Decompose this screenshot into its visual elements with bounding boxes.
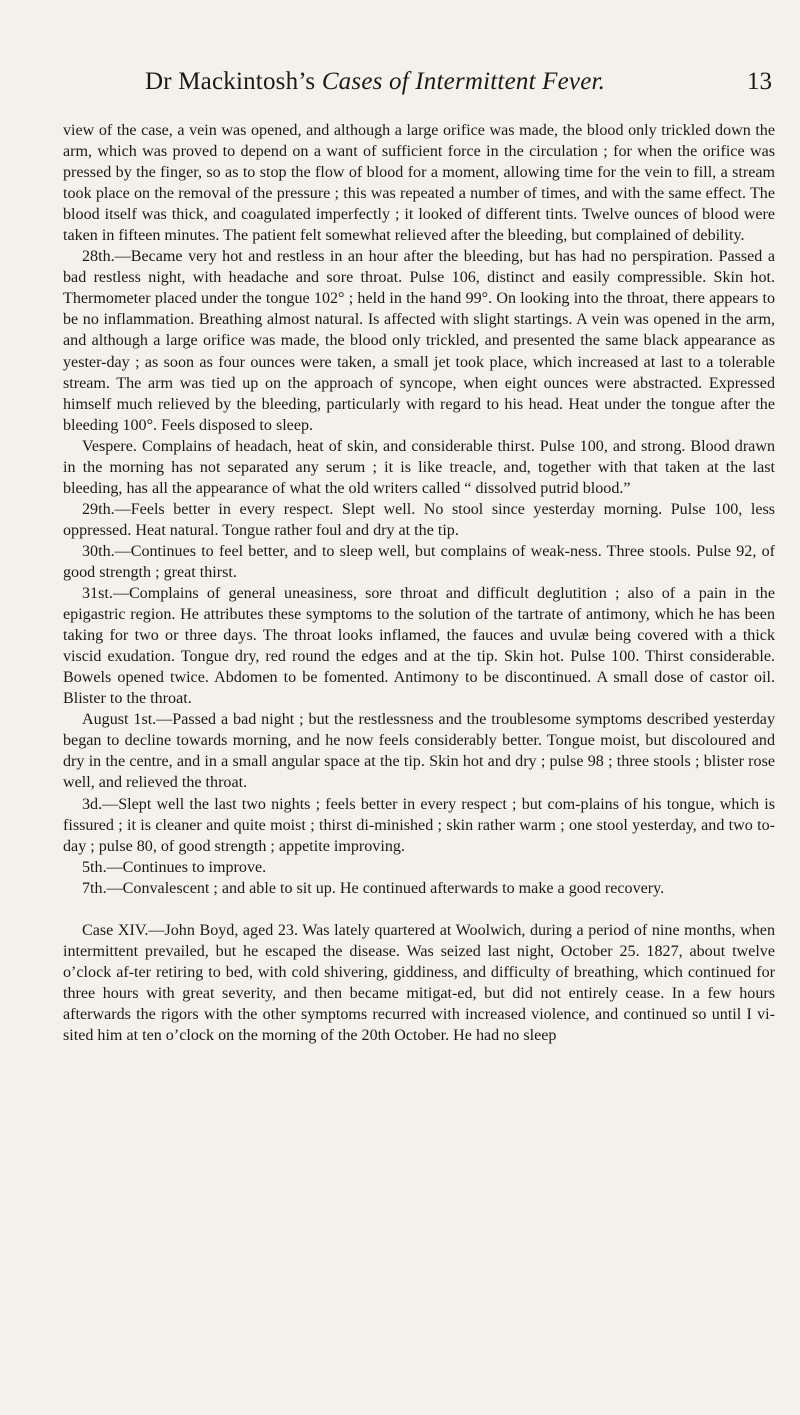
paragraph-august-1st: August 1st.—Passed a bad night ; but the restlessness and the troublesome symptoms described yesterday began to decline towards morning, and he now feels considerably better. Tongue moist, but discoloured and dry in the centre, and in a small angular space at the tip. Skin hot and dry ; pulse 98 ; three stools ; blister rose well, and relieved the throat. bbox=[63, 711, 775, 792]
paragraph-continuation: view of the case, a vein was opened, and although a large orifice was made, the blood only trickled down the arm, which was proved to depend on a want of sufficient force in the circulation ; for when the orifice was pressed by the finger, so as to stop the flow of blood for a moment, allowing time for the vein to fill, a stream took place on the removal of the pressure ; this was repeated a number of times, and with the same effect. The blood itself was thick, and coagulated imperfectly ; it looked of different tints. Twelve ounces of blood were taken in fifteen minutes. The patient felt somewhat relieved after the bleeding, but complained of debility. bbox=[63, 122, 775, 245]
paragraph-5th: 5th.—Continues to improve. bbox=[82, 858, 267, 876]
paragraph-3d: 3d.—Slept well the last two nights ; feels better in every respect ; but com-plains of his tongue, which is fissured ; it is cleaner and quite moist ; thirst di-minished ; skin rather warm ; one stool yesterday, and two to-day ; pulse 80, of good strength ; appetite improving. bbox=[63, 795, 775, 855]
page-header bbox=[0, 68, 800, 108]
paragraph-28th: 28th.—Became very hot and restless in an hour after the bleeding, but has had no perspiration. Passed a bad restless night, with headache and sore throat. Pulse 106, distinct and easily compressible. Skin hot. Thermometer placed under the tongue 102° ; held in the hand 99°. On looking into the throat, there appears to be no inflammation. Breathing almost natural. Is affected with slight startings. A vein was opened in the arm, and although a large orifice was made, the blood only trickled, and presented the same black appearance as yester-day ; as soon as four ounces were taken, a small jet took place, which increased at last to a tolerable stream. The arm was tied up on the approach of syncope, when eight ounces were abstracted. Expressed himself much relieved by the bleeding, particularly with regard to his head. Heat under the tongue after the bleeding 100°. Feels disposed to sleep. bbox=[63, 248, 775, 434]
paragraph-30th: 30th.—Continues to feel better, and to sleep well, but complains of weak-ness. Three stools. Pulse 92, of good strength ; great thirst. bbox=[63, 542, 775, 581]
paragraph-29th: 29th.—Feels better in every respect. Slept well. No stool since yesterday morning. Pulse 100, less oppressed. Heat natural. Tongue rather foul and dry at the tip. bbox=[63, 500, 775, 539]
running-title bbox=[145, 68, 605, 96]
paragraph-vespere: Vespere. Complains of headach, heat of skin, and considerable thirst. Pulse 100, and strong. Blood drawn in the morning has not separated any serum ; it is like treacle, and, together with that taken at the last bleeding, has all the appearance of what the old writers called “ dissolved putrid blood.” bbox=[63, 437, 775, 497]
running-title-work: Cases of Intermittent Fever. bbox=[321, 68, 606, 95]
paragraph-case-xiv: Case XIV.—John Boyd, aged 23. Was lately quartered at Woolwich, during a period of nine months, when intermittent prevailed, but he escaped the disease. Was seized last night, October 25. 1827, about twelve o’clock af-ter retiring to bed, with cold shivering, giddiness, and difficulty of breathing, which continued for three hours with great severity, and then became mitigat-ed, but did not entirely cease. In a few hours afterwards the rigors with the other symptoms recurred with increased violence, and continued so until I vi-sited him at ten o’clock on the morning of the 20th October. He had no sleep bbox=[63, 921, 775, 1044]
body-text bbox=[63, 120, 775, 1046]
paragraph-31st: 31st.—Complains of general uneasiness, sore throat and difficult deglutition ; also of a pain in the epigastric region. He attributes these symptoms to the solution of the tartrate of antimony, which he has been taking for two or three days. The throat looks inflamed, the fauces and uvulæ being covered with a thick viscid exudation. Tongue dry, red round the edges and at the tip. Skin hot. Pulse 100. Thirst considerable. Bowels opened twice. Abdomen to be fomented. Antimony to be discontinued. A small dose of castor oil. Blister to the throat. bbox=[63, 585, 775, 708]
running-title-author: Dr Mackintosh’s bbox=[145, 68, 316, 95]
paragraph-7th: 7th.—Convalescent ; and able to sit up. He continued afterwards to make a good recovery. bbox=[82, 879, 665, 897]
page-number: 13 bbox=[747, 68, 772, 95]
